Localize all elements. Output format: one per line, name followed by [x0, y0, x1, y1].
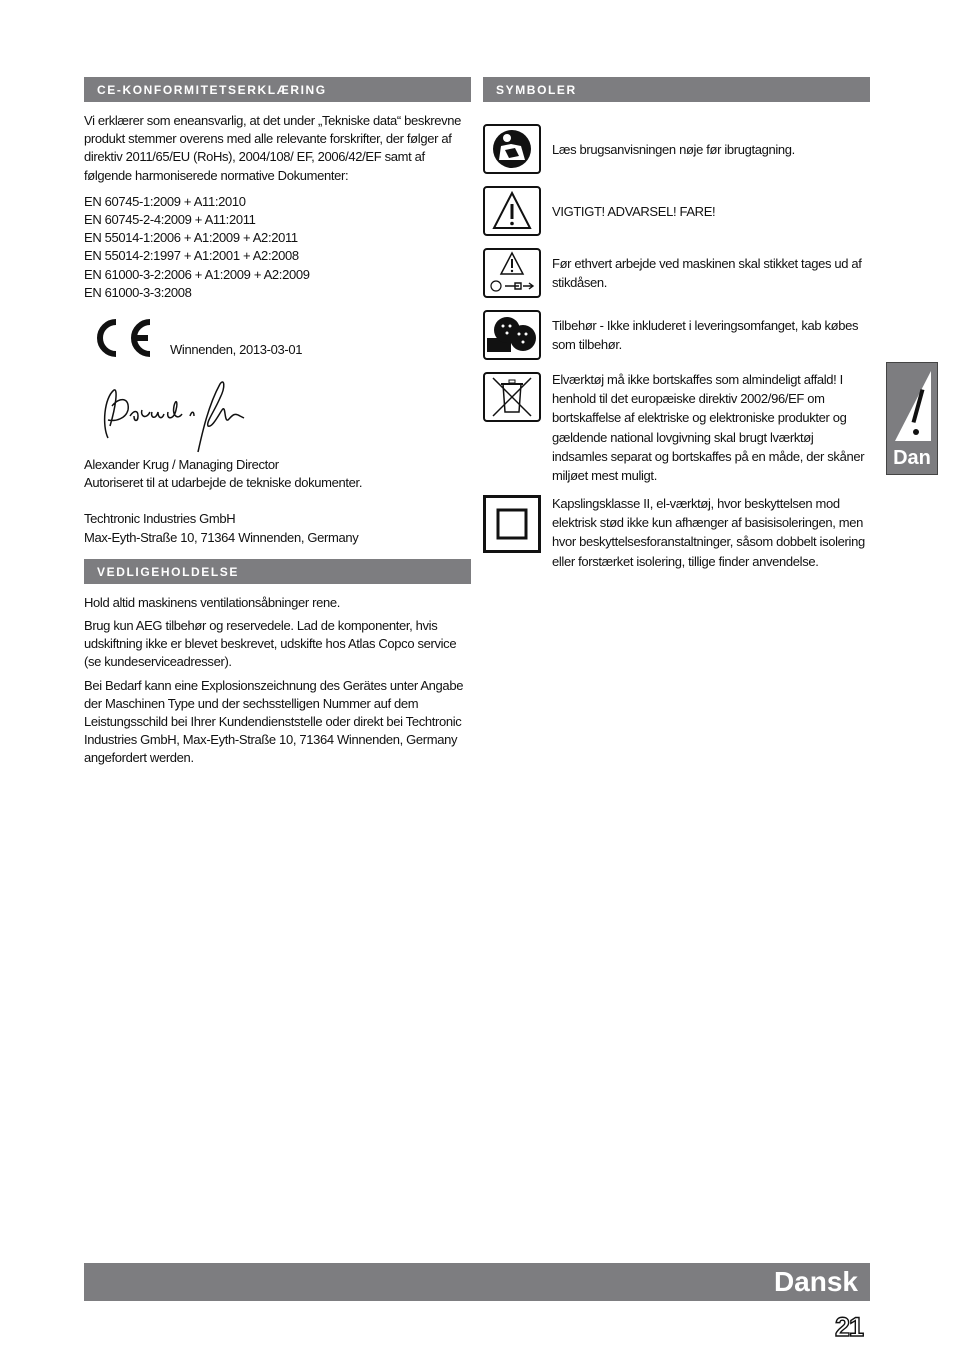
- symbol-row: [483, 186, 870, 238]
- symbol-text: Tilbehør - Ikke inkluderet i leveringsomfanget, kab købes som tilbehør.: [552, 318, 859, 353]
- maintenance-p3: Bei Bedarf kann eine Explosionszeichnung des Gerätes unter Angabe der Maschinen Type und der sechsstelligen Nummer auf dem Leistungsschild bei Ihrer Kundendienststelle oder direkt bei Techtronic Industries GmbH, Max-Eyth-Straße 10, 71364 Winnenden, Germany angefordert werden.: [84, 677, 464, 766]
- warning-triangle-icon: [483, 186, 541, 236]
- symbol-row: [483, 495, 870, 575]
- unplug-warning-icon: [483, 248, 541, 298]
- company-name: Techtronic Industries GmbH: [84, 511, 236, 527]
- standard-item: EN 55014-2:1997 + A1:2001 + A2:2008: [84, 248, 299, 264]
- maintenance-heading: VEDLIGEHOLDELSE: [84, 559, 471, 584]
- symbol-text: Kapslingsklasse II, el-værktøj, hvor beskyttelsen mod elektrisk stød ikke kun afhænger af basisisoleringen, men hvor beskyttelsesforanstaltninger, såsom dobbelt isolering eller forstærket isolering, tillige finder anvendelse.: [552, 496, 865, 569]
- weee-bin-icon: [483, 372, 541, 422]
- symbol-text: Elværktøj må ikke bortskaffes som almindeligt affald! I henhold til det europæiske direktiv 2002/96/EF om bortskaffelse af elektriske og elektroniske produkter og gældende national lovgivning skal brugt lværktøj indsamles separat og bortskaffes på en måde, der skåner miljøet mest muligt.: [552, 372, 865, 484]
- symbols-heading: SYMBOLER: [483, 77, 870, 102]
- symbol-row: [483, 248, 870, 300]
- footer-language: Dansk: [773, 1266, 858, 1297]
- ce-heading: CE-KONFORMITETSERKLÆRING: [84, 77, 471, 102]
- symbol-row: [483, 124, 870, 176]
- symbol-row: [483, 310, 870, 362]
- authorized-note: Autoriseret til at udarbejde de tekniske dokumenter.: [84, 475, 363, 491]
- read-manual-icon: [483, 124, 541, 174]
- left-column: [84, 77, 471, 768]
- symbol-text: Læs brugsanvisningen nøje før ibrugtagning.: [552, 142, 795, 157]
- standard-item: EN 61000-3-3:2008: [84, 284, 192, 300]
- language-side-tab: [886, 362, 938, 475]
- symbol-text: VIGTIGT! ADVARSEL! FARE!: [552, 204, 716, 219]
- ce-mark-row: [84, 316, 471, 376]
- symbol-row: [483, 372, 870, 492]
- ce-intro: Vi erklærer som eneansvarlig, at det under „Tekniske data“ beskrevne produkt stemmer overens med alle relevante forskrifter, der følger af direktiv 2011/65/EU (RoHs), 2004/108/ EF, 2006/42/EF samt af følgende harmoniserede normative Dokumenter:: [84, 113, 461, 183]
- place-date: Winnenden, 2013-03-01: [170, 342, 303, 358]
- page-number: 21: [835, 1312, 864, 1342]
- side-tab-label: Dan: [893, 447, 931, 469]
- company-address: Max-Eyth-Straße 10, 71364 Winnenden, Germany: [84, 529, 359, 545]
- maintenance-p2: Brug kun AEG tilbehør og reservedele. Lad de komponenter, hvis udskiftning ikke er blevet beskrevet, udskifte hos Atlas Copco service (se kundeserviceadresser).: [84, 618, 457, 670]
- maintenance-p1: Hold altid maskinens ventilationsåbninger rene.: [84, 594, 340, 610]
- protection-class-ii-icon: [483, 495, 541, 553]
- standard-item: EN 60745-2-4:2009 + A11:2011: [84, 212, 256, 228]
- symbol-text: Før ethvert arbejde ved maskinen skal stikket tages ud af stikdåsen.: [552, 256, 862, 291]
- signatory: Alexander Krug / Managing Director: [84, 457, 279, 473]
- signature: [94, 376, 254, 456]
- accessory-icon: [483, 310, 541, 360]
- ce-mark-icon: [86, 316, 156, 360]
- standard-item: EN 61000-3-2:2006 + A1:2009 + A2:2009: [84, 266, 310, 282]
- footer-bar: [84, 1263, 870, 1301]
- exclamation-icon: [891, 369, 935, 441]
- right-column: [483, 77, 870, 597]
- standard-item: EN 55014-1:2006 + A1:2009 + A2:2011: [84, 230, 298, 246]
- standards-list: [84, 193, 471, 302]
- standard-item: EN 60745-1:2009 + A11:2010: [84, 193, 246, 209]
